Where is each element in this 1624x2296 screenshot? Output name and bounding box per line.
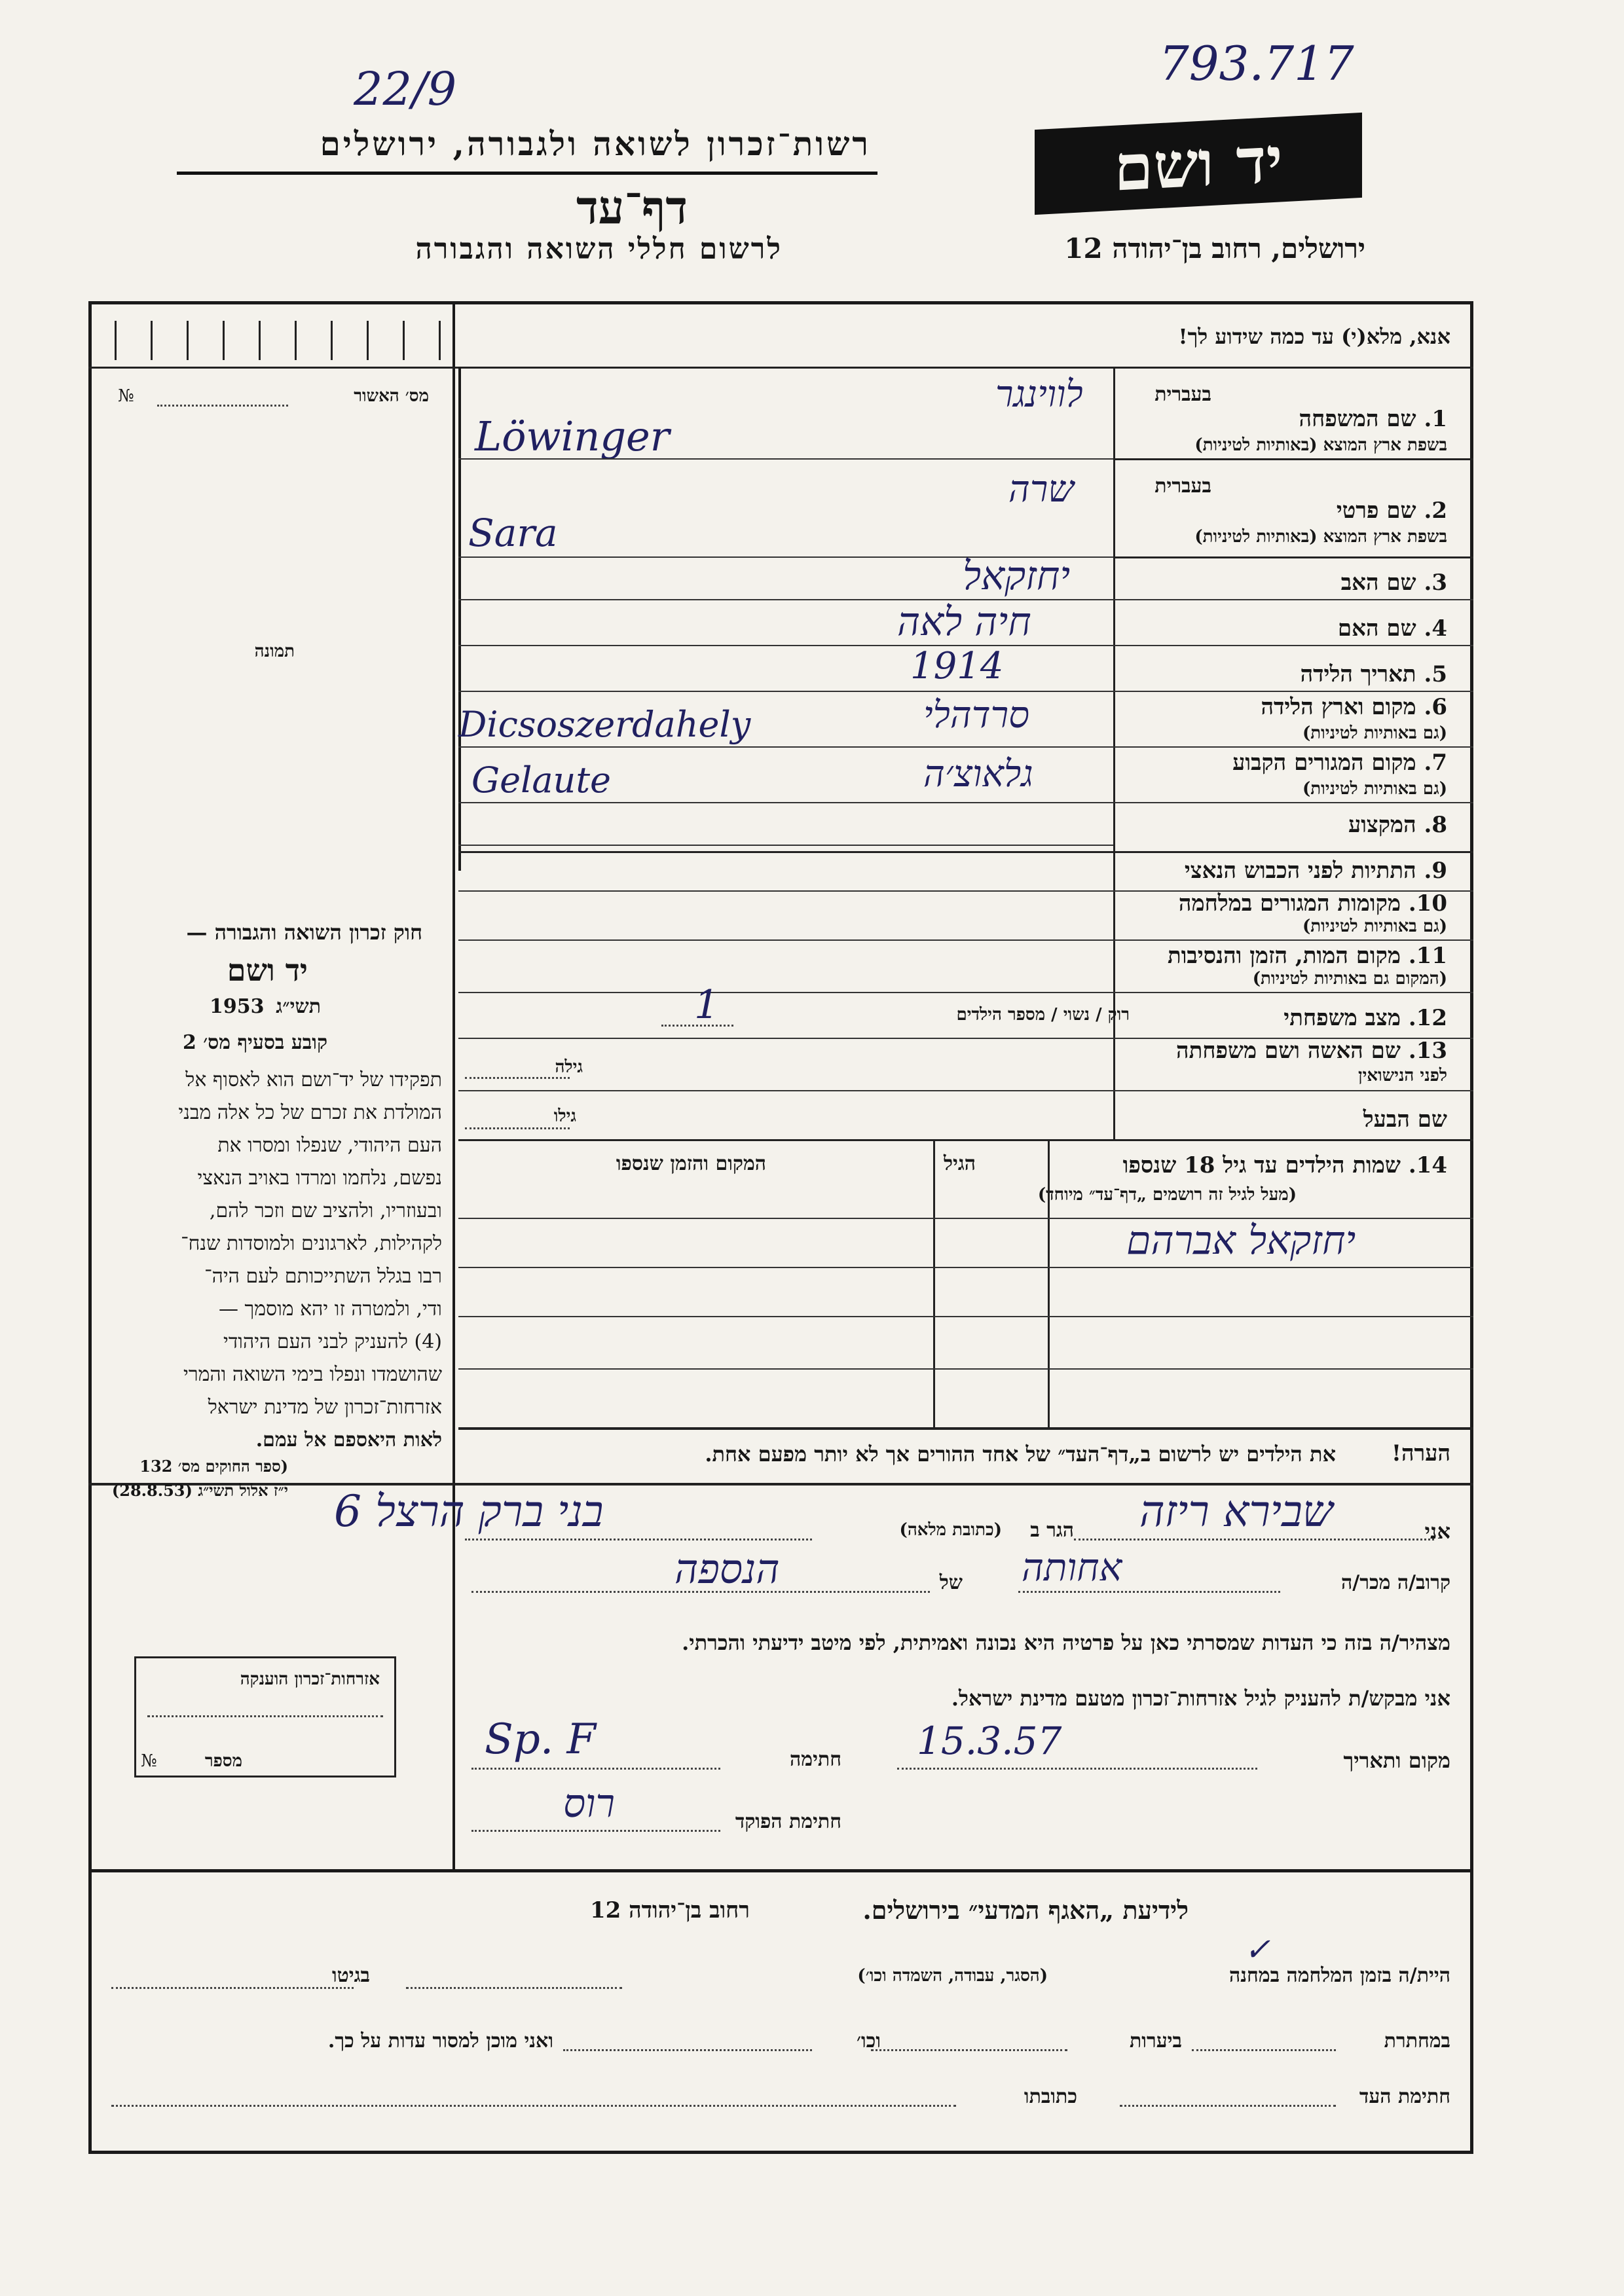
bottom-line1-b: (הסגר, עבודה, השמדה וכו׳) [857,1966,1048,1986]
declarant-address[interactable]: בני ברק הרצל 6 [334,1486,604,1537]
children-table [455,1139,1473,1427]
file-number: 793.717 [1159,36,1354,91]
header-address: ירושלים, רחוב בן־יהודה 12 [1064,232,1365,264]
field-1-label: 1. שם המשפחה [1299,406,1447,432]
field-1-lang: בעברית [1154,383,1211,406]
field-12-options: רוק / נשוי / מספר הילדים [956,1005,1130,1025]
field-10-sub: (גם באותיות לטיניות) [1302,917,1447,936]
field-2-label: 2. שם פרטי [1336,498,1447,524]
child-1-name[interactable]: יחזקאל אברהם [1126,1218,1356,1264]
field-7-label: 7. מקום המגורים הקבוע [1232,750,1447,776]
of-label: של [939,1571,963,1594]
field-7-latin[interactable]: Gelaute [471,759,611,801]
field-2-latin[interactable]: Sara [468,511,558,555]
form-subtitle: לרשום חללי השואה והגבורה [415,232,783,266]
place-date-label: מקום ותאריך [1343,1748,1450,1773]
form-title: דף־עד [576,180,688,234]
field-1-latin[interactable]: Löwinger [475,412,670,460]
field-8-label: 8. המקצוע [1348,812,1447,838]
official-signature-value[interactable]: רוס [563,1781,615,1827]
declarant-resides-label: הגר ב [1030,1519,1074,1542]
husband-label: שם הבעל [1363,1106,1447,1133]
law-title: חוק זכרון השואה והגבורה — [186,920,422,945]
approval-label: מס׳ האשור [354,386,429,406]
relation-label: קרוב/ה מכר/ה [1341,1571,1450,1594]
official-signature-label: חתימת הפוקד [735,1810,841,1833]
bottom-line3-a: חתימת העד [1359,2085,1450,2108]
bottom-line1-c: בגיטו [331,1964,370,1987]
field-2-sub: בשפת ארץ המוצא (באותיות לטיניות) [1194,527,1447,547]
field-3-label: 3. שם האב [1340,570,1447,596]
bottom-line1-a: היית/ה בזמן המלחמה במחנה [1229,1964,1450,1987]
approval-no-symbol: № [118,386,134,406]
field-6-latin[interactable]: Dicsoszerdahely [458,704,751,745]
law-year: 1953 [210,995,265,1018]
honor-number-label: מספר [204,1751,242,1771]
field-5-value[interactable]: 1914 [910,645,1004,687]
children-place-header: המקום והזמן שנספו [616,1152,766,1175]
field-2-hebrew[interactable]: שרה [1008,468,1074,511]
bottom-section [88,1872,1473,2154]
field-6-label: 6. מקום וארץ הלידה [1261,694,1447,720]
field-12-children[interactable]: 1 [694,982,720,1028]
field-7-hebrew[interactable]: גלאוצ׳ה [923,753,1033,795]
bottom-line3-b: כתובתו [1024,2085,1077,2108]
children-age-header: הגיל [943,1152,976,1175]
photo-label: תמונה [254,642,295,661]
field-11-label: 11. מקום המות, הזמן והנסיבות [1167,943,1447,969]
note-text: את הילדים יש לרשום ב„דף־העד״ של אחד ההורים אך לא יותר מפעם אחת. [705,1442,1336,1467]
husband-age-label: גילו [553,1106,576,1126]
honor-no-symbol: № [141,1751,157,1771]
relation-value[interactable]: אחותה [1022,1545,1122,1590]
field-7-sub: (גם באותיות לטיניות) [1302,779,1447,799]
field-1-sub: בשפת ארץ המוצא (באותיות לטיניות) [1194,435,1447,455]
gazette-ref: (ספר החוקים מס׳ 132 [139,1457,288,1476]
bottom-address: רחוב בן־יהודה 12 [589,1897,750,1923]
law-name: יד ושם [227,953,308,988]
signature-label: חתימה [790,1748,841,1771]
declaration-text: מצהיר/ה בזה כי העדות שמסרתי כאן על פרטיה היא נכונה ואמיתית, לפי מיטב ידיעתי והכרתי. [682,1630,1450,1655]
law-text: תפקידו של יד־ושם הוא לאסוף אל המולדת את זכרם של כל אלה מבני העם היהודי, שנפלו ומסרו את נפשם, נלחמו ומרדו באויב הנאצי ובעוזריו, ולהציב שם וזכר להם, לקהילות, לארגונים ולמוסדות שנח־ רבו בגלל השתייכותם לעם היה־ ודי, ולמטרה זו יהא מוסמך — (4) להעניק לבני העם היהודי שהושמדו ונפלו בימי השואה והמרי אזרחות־זכרון של מדינת ישראל לאות היאספם אל עמם. [178,1068,442,1451]
bottom-line2-c: וכו׳ [857,2030,881,2052]
field-4-value[interactable]: חיה לאה [897,599,1031,645]
tick-boxes [115,321,449,360]
instruction: אנא, מלא(י) עד כמה שידוע לך! [1178,324,1450,349]
field-13-sub: לפני הנישואין [1357,1066,1447,1085]
bottom-line2-a: במחתרת [1384,2030,1450,2052]
field-13-label: 13. שם האשה ושם משפחתה [1176,1038,1447,1064]
note-label: הערה! [1392,1440,1450,1467]
date-value[interactable]: 15.3.57 [917,1719,1062,1763]
authority-underline [177,172,877,175]
field-6-hebrew[interactable]: סרדהלי [923,694,1029,737]
field-11-sub: (המקום גם באותיות לטיניות) [1252,969,1447,989]
law-year-hebrew: תשי״ג [276,995,321,1018]
field-12-label: 12. מצב משפחתי [1283,1005,1447,1031]
field-1-hebrew[interactable]: לווינגר [995,373,1083,416]
gazette-date: י״ז אלול תשי״ג (28.8.53) [111,1481,288,1500]
law-section: קובע בסעיף מס׳ 2 [182,1031,327,1054]
yad-vashem-logo: יד ושם [1035,113,1362,215]
field-10-label: 10. מקומות המגורים במלחמה [1178,890,1447,917]
bottom-line2-d: ואני מוכן למסור עדות על כך. [327,2030,553,2052]
honor-title: אזרחות־זכרון הוענקה [240,1669,380,1689]
field-3-value[interactable]: יחזקאל [963,553,1071,599]
field-14-label: 14. שמות הילדים עד גיל 18 שנספו [1122,1152,1447,1178]
field-9-label: 9. התתיות לפני הכבוש הנאצי [1184,858,1447,884]
declarant-name[interactable]: שבירא ריזה [1139,1486,1333,1537]
of-value[interactable]: הנספה [674,1545,780,1593]
signature-value[interactable]: Sp. F [485,1715,596,1764]
field-14-sub: (מעל לגיל זה רושמים „דף־עד״ מיוחד) [1037,1185,1297,1205]
wife-age-label: גילה [555,1057,583,1077]
folio-number: 22/9 [354,62,457,116]
declarant-i-label: אני [1424,1519,1450,1544]
bottom-line2-b: ביערות [1129,2030,1182,2052]
field-6-sub: (גם באותיות לטיניות) [1302,723,1447,743]
authority-line: רשות־זכרון לשואה ולגבורה, ירושלים [320,124,871,163]
declarant-address-hint: (כתובת מלאה) [899,1520,1002,1540]
field-4-label: 4. שם האם [1337,615,1447,642]
field-2-lang: בעברית [1154,475,1211,498]
bottom-title: לידיעת „האגף המדעי״ בירושלים. [862,1895,1189,1925]
request-text: אני מבקש/ת להעניק לגיל אזרחות־זכרון מטעם מדינת ישראל. [951,1686,1450,1711]
bottom-checkmark: ✓ [1244,1931,1271,1968]
field-5-label: 5. תאריך הלידה [1300,661,1447,687]
